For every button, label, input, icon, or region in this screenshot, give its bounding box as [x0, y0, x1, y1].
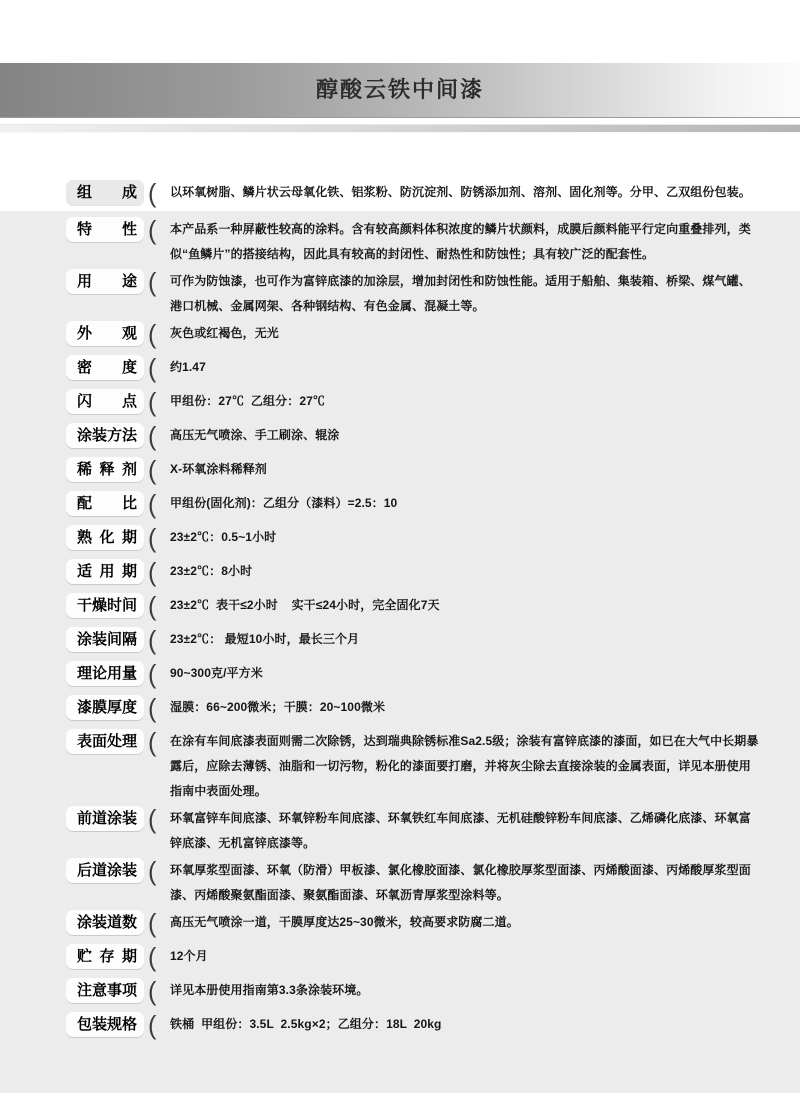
spec-row	[66, 491, 766, 518]
spec-value: 23±2℃： 最短10小时，最长三个月	[170, 632, 360, 646]
spec-label-pill	[66, 355, 144, 380]
spec-row	[66, 858, 766, 908]
spec-row	[66, 423, 766, 450]
bracket-decoration: (	[148, 727, 157, 758]
bracket-decoration: (	[148, 856, 157, 887]
spec-row	[66, 355, 766, 382]
bracket-decoration: (	[148, 976, 157, 1007]
spec-value: 甲组份(固化剂)：乙组分（漆料）=2.5：10	[170, 496, 398, 510]
spec-label: 涂装道数	[77, 914, 138, 931]
spec-label-pill	[66, 806, 144, 831]
spec-label-pill	[66, 423, 144, 448]
bracket-decoration: (	[148, 942, 157, 973]
spec-label: 闪点	[77, 393, 137, 410]
spec-label: 前道涂装	[77, 810, 138, 827]
spec-label-pill	[66, 978, 144, 1003]
spec-label-pill	[66, 695, 144, 720]
spec-value: 12个月	[170, 949, 208, 963]
spec-label-pill	[66, 389, 144, 414]
spec-label: 涂装方法	[77, 427, 138, 444]
spec-value: 以环氧树脂、鳞片状云母氧化铁、铝浆粉、防沉淀剂、防锈添加剂、溶剂、固化剂等。分甲、乙双组份包装。	[170, 185, 751, 199]
spec-label-pill	[66, 627, 144, 652]
spec-value: 环氧厚浆型面漆、环氧（防滑）甲板漆、氯化橡胶面漆、氯化橡胶厚浆型面漆、丙烯酸面漆、丙烯酸厚浆型面漆、丙烯酸聚氨酯面漆、聚氨酯面漆、环氧沥青厚浆型涂料等。	[170, 863, 751, 902]
spec-label: 理论用量	[77, 665, 138, 682]
spec-value: 23±2℃ 表干≤2小时 实干≤24小时，完全固化7天	[170, 598, 440, 612]
spec-label-pill	[66, 321, 144, 346]
title-banner	[0, 63, 800, 118]
spec-label: 稀释剂	[77, 461, 137, 478]
spec-label-pill	[66, 661, 144, 686]
spec-label-pill	[66, 858, 144, 883]
spec-label: 涂装间隔	[77, 631, 138, 648]
spec-label-pill	[66, 729, 144, 754]
spec-value: 90~300克/平方米	[170, 666, 263, 680]
spec-row	[66, 321, 766, 348]
spec-row	[66, 1012, 766, 1039]
spec-table	[66, 180, 766, 1046]
spec-value: 灰色或红褐色，无光	[170, 326, 279, 340]
bracket-decoration: (	[148, 804, 157, 835]
spec-value: 环氧富锌车间底漆、环氧锌粉车间底漆、环氧铁红车间底漆、无机硅酸锌粉车间底漆、乙烯磷化底漆、环氧富锌底漆、无机富锌底漆等。	[170, 811, 751, 850]
spec-row	[66, 180, 766, 207]
bracket-decoration: (	[148, 178, 157, 209]
spec-value: 23±2℃：0.5~1小时	[170, 530, 277, 544]
spec-row	[66, 457, 766, 484]
spec-label: 干燥时间	[77, 597, 138, 614]
bracket-decoration: (	[148, 1010, 157, 1041]
spec-value: 甲组份：27℃ 乙组分：27℃	[170, 394, 325, 408]
spec-label: 用途	[77, 273, 137, 290]
bracket-decoration: (	[148, 387, 157, 418]
spec-label-pill	[66, 525, 144, 550]
spec-row	[66, 695, 766, 722]
spec-label: 适用期	[77, 563, 137, 580]
bracket-decoration: (	[148, 353, 157, 384]
bracket-decoration: (	[148, 908, 157, 939]
spec-label: 贮存期	[77, 948, 137, 965]
spec-label: 外观	[77, 325, 137, 342]
bracket-decoration: (	[148, 421, 157, 452]
spec-label: 包装规格	[77, 1016, 138, 1033]
spec-label-pill	[66, 457, 144, 482]
spec-row	[66, 978, 766, 1005]
bracket-decoration: (	[148, 319, 157, 350]
spec-label: 密度	[77, 359, 137, 376]
spec-row	[66, 729, 766, 804]
spec-row	[66, 661, 766, 688]
spec-label-pill	[66, 559, 144, 584]
spec-row	[66, 559, 766, 586]
spec-row	[66, 944, 766, 971]
spec-row	[66, 593, 766, 620]
bracket-decoration: (	[148, 215, 157, 246]
bracket-decoration: (	[148, 455, 157, 486]
spec-label: 熟化期	[77, 529, 137, 546]
page-title: 醇酸云铁中间漆	[315, 77, 484, 102]
spec-value: 高压无气喷涂、手工刷涂、辊涂	[170, 428, 340, 442]
spec-label: 特性	[77, 221, 137, 238]
spec-label: 漆膜厚度	[77, 699, 138, 716]
spec-value: 本产品系一种屏蔽性较高的涂料。含有较高颜料体积浓度的鳞片状颜料，成膜后颜料能平行定向重叠排列，类似“鱼鳞片”的搭接结构，因此具有较高的封闭性、耐热性和防蚀性；具有较广泛的配套性。	[170, 222, 751, 261]
bracket-decoration: (	[148, 659, 157, 690]
divider-strip	[0, 124, 800, 133]
spec-row	[66, 525, 766, 552]
spec-label-pill	[66, 491, 144, 516]
bracket-decoration: (	[148, 489, 157, 520]
spec-label-pill	[66, 180, 144, 205]
spec-label-pill	[66, 593, 144, 618]
spec-label: 注意事项	[77, 982, 138, 999]
spec-row	[66, 910, 766, 937]
bracket-decoration: (	[148, 557, 157, 588]
spec-value: 约1.47	[170, 360, 206, 374]
spec-label-pill	[66, 944, 144, 969]
spec-label: 后道涂装	[77, 862, 138, 879]
spec-value: 在涂有车间底漆表面则需二次除锈，达到瑞典除锈标准Sa2.5级；涂装有富锌底漆的漆面，如已在大气中长期暴露后，应除去薄锈、油脂和一切污物，粉化的漆面要打磨，并将灰尘除去直接涂装的金属表面，详见本册使用指南中表面处理。	[170, 734, 759, 798]
spec-value: 高压无气喷涂一道，干膜厚度达25~30微米，较高要求防腐二道。	[170, 915, 519, 929]
bracket-decoration: (	[148, 267, 157, 298]
bracket-decoration: (	[148, 693, 157, 724]
spec-label-pill	[66, 217, 144, 242]
bracket-decoration: (	[148, 591, 157, 622]
spec-row	[66, 269, 766, 319]
spec-row	[66, 389, 766, 416]
spec-label-pill	[66, 910, 144, 935]
spec-row	[66, 217, 766, 267]
spec-value: 23±2℃：8小时	[170, 564, 253, 578]
bracket-decoration: (	[148, 625, 157, 656]
spec-label-pill	[66, 269, 144, 294]
spec-label-pill	[66, 1012, 144, 1037]
spec-label: 组成	[77, 184, 137, 201]
spec-value: X-环氧涂料稀释剂	[170, 462, 267, 476]
spec-value: 详见本册使用指南第3.3条涂装环境。	[170, 983, 369, 997]
spec-label: 配比	[77, 495, 137, 512]
spec-row	[66, 627, 766, 654]
spec-value: 可作为防蚀漆，也可作为富锌底漆的加涂层，增加封闭性和防蚀性能。适用于船舶、集装箱、桥梁、煤气罐、港口机械、金属网架、各种钢结构、有色金属、混凝土等。	[170, 274, 751, 313]
spec-label: 表面处理	[77, 733, 138, 750]
spec-row	[66, 806, 766, 856]
spec-value: 铁桶 甲组份：3.5L 2.5kg×2；乙组分：18L 20kg	[170, 1017, 442, 1031]
bracket-decoration: (	[148, 523, 157, 554]
spec-value: 湿膜：66~200微米；干膜：20~100微米	[170, 700, 386, 714]
